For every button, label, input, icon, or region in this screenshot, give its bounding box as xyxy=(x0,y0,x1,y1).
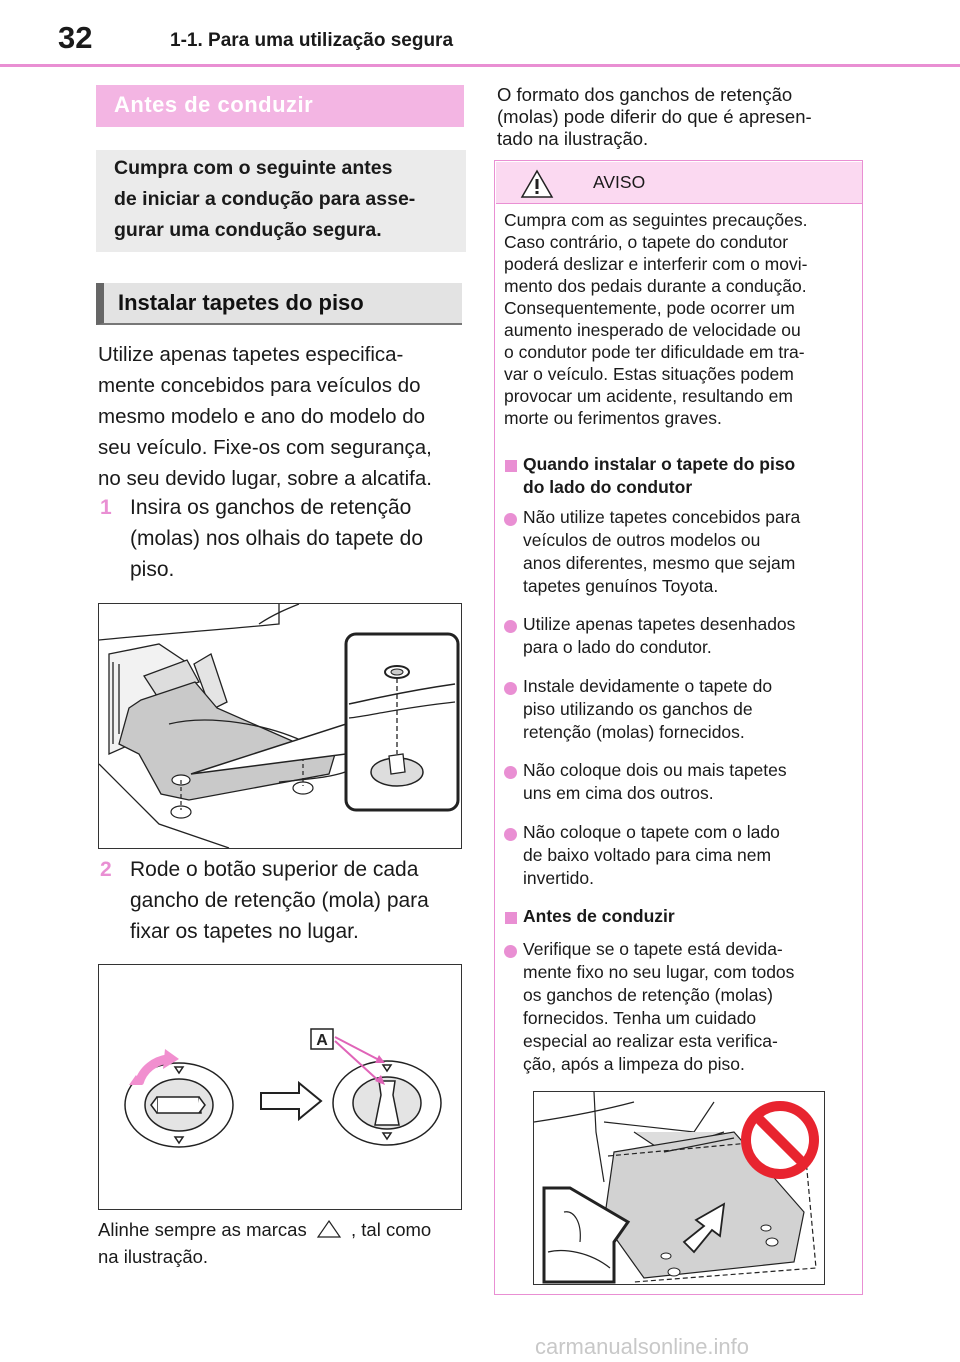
floor-mat-illustration xyxy=(99,604,461,848)
bullet-dot-icon xyxy=(504,945,517,958)
aviso-line: Consequentemente, pode ocorrer um xyxy=(504,298,795,318)
rotate-knob-illustration xyxy=(99,965,461,1209)
heading-label: Instalar tapetes do piso xyxy=(118,290,364,315)
figure-label-a: A xyxy=(316,1032,328,1049)
bullet-line: especial ao realizar esta verifica- xyxy=(523,1031,778,1051)
top-text-line: O formato dos ganchos de retenção xyxy=(497,84,793,105)
step-number: 1 xyxy=(100,496,112,519)
bullet-dot-icon xyxy=(504,682,517,695)
caption-line: na ilustração. xyxy=(98,1246,209,1267)
top-text-line: (molas) pode diferir do que é apresen- xyxy=(497,106,812,127)
intro-line: gurar uma condução segura. xyxy=(114,219,382,241)
bullet-line: anos diferentes, mesmo que sejam xyxy=(523,553,796,573)
bullet-line: os ganchos de retenção (molas) xyxy=(523,985,773,1005)
step-line: piso. xyxy=(130,558,175,581)
rotate-knob-figure xyxy=(98,964,462,1210)
heading-instalar-tapetes xyxy=(96,283,462,325)
aviso-line: o condutor pode ter dificuldade em tra- xyxy=(504,342,805,362)
bullet-line: fornecidos. Tenha um cuidado xyxy=(523,1008,757,1028)
warning-icon xyxy=(520,169,554,204)
bullet-line: mente fixo no seu lugar, com todos xyxy=(523,962,795,982)
prohibited-mat-figure xyxy=(533,1091,825,1285)
aviso-line: provocar um acidente, resultando em xyxy=(504,386,793,406)
bullet-line: Instale devidamente o tapete do xyxy=(523,676,773,696)
section-square-icon xyxy=(505,912,517,924)
intro-line: Cumpra com o seguinte antes xyxy=(114,157,393,179)
aviso-line: var o veículo. Estas situações podem xyxy=(504,364,794,384)
step-line: Rode o botão superior de cada xyxy=(130,858,419,881)
paragraph-line: mente concebidos para veículos do xyxy=(98,374,421,397)
heading-antes-de-conduzir xyxy=(96,85,464,127)
aviso-line: aumento inesperado de velocidade ou xyxy=(504,320,801,340)
paragraph-line: no seu devido lugar, sobre a alcatifa. xyxy=(98,467,432,490)
aviso-line: poderá deslizar e interferir com o movi- xyxy=(504,254,808,274)
triangle-mark-icon xyxy=(316,1219,342,1244)
bullet-dot-icon xyxy=(504,828,517,841)
bullet-line: uns em cima dos outros. xyxy=(523,783,714,803)
page-number: 32 xyxy=(58,20,93,55)
step-line: gancho de retenção (mola) para xyxy=(130,889,429,912)
paragraph-line: mesmo modelo e ano do modelo do xyxy=(98,405,426,428)
intro-line: de iniciar a condução para asse- xyxy=(114,188,416,210)
bullet-dot-icon xyxy=(504,513,517,526)
paragraph-line: seu veículo. Fixe-os com segurança, xyxy=(98,436,432,459)
section-title: 1-1. Para uma utilização segura xyxy=(170,30,454,51)
step-line: fixar os tapetes no lugar. xyxy=(130,920,359,943)
watermark: carmanualsonline.info xyxy=(535,1334,750,1359)
bullet-line: Verifique se o tapete está devida- xyxy=(523,939,783,959)
aviso-line: mento dos pedais durante a condução. xyxy=(504,276,807,296)
header-rule xyxy=(0,64,960,67)
bullet-line: para o lado do condutor. xyxy=(523,637,712,657)
bullet-dot-icon xyxy=(504,766,517,779)
aviso-line: Cumpra com as seguintes precauções. xyxy=(504,210,808,230)
paragraph-line: Utilize apenas tapetes especifica- xyxy=(98,343,404,366)
floor-mat-hooks-figure xyxy=(98,603,462,849)
step-number: 2 xyxy=(100,858,112,881)
bullet-line: ção, após a limpeza do piso. xyxy=(523,1054,745,1074)
top-text-line: tado na ilustração. xyxy=(497,128,649,149)
section-square-icon xyxy=(505,460,517,472)
aviso-section-title: do lado do condutor xyxy=(523,477,693,497)
bullet-line: Não coloque dois ou mais tapetes xyxy=(523,760,787,780)
bullet-line: invertido. xyxy=(523,868,595,888)
step-line: (molas) nos olhais do tapete do xyxy=(130,527,424,550)
caption-text: , tal como xyxy=(351,1219,432,1240)
bullet-line: retenção (molas) fornecidos. xyxy=(523,722,745,742)
aviso-section-title: Quando instalar o tapete do piso xyxy=(523,454,796,474)
caption-text: Alinhe sempre as marcas xyxy=(98,1219,307,1240)
bullet-line: Não utilize tapetes concebidos para xyxy=(523,507,801,527)
bullet-line: piso utilizando os ganchos de xyxy=(523,699,753,719)
bullet-line: Não coloque o tapete com o lado xyxy=(523,822,780,842)
bullet-line: tapetes genuínos Toyota. xyxy=(523,576,719,596)
aviso-title: AVISO xyxy=(593,172,646,192)
intro-box xyxy=(96,150,466,252)
bullet-dot-icon xyxy=(504,620,517,633)
aviso-section-title: Antes de conduzir xyxy=(523,906,675,926)
caption-line xyxy=(98,1219,431,1244)
bullet-line: veículos de outros modelos ou xyxy=(523,530,761,550)
bullet-line: de baixo voltado para cima nem xyxy=(523,845,772,865)
aviso-line: Caso contrário, o tapete do condutor xyxy=(504,232,789,252)
aviso-line: morte ou ferimentos graves. xyxy=(504,408,722,428)
prohibited-mat-illustration xyxy=(534,1092,824,1284)
step-line: Insira os ganchos de retenção xyxy=(130,496,412,519)
bullet-line: Utilize apenas tapetes desenhados xyxy=(523,614,796,634)
heading-label: Antes de conduzir xyxy=(114,92,314,117)
